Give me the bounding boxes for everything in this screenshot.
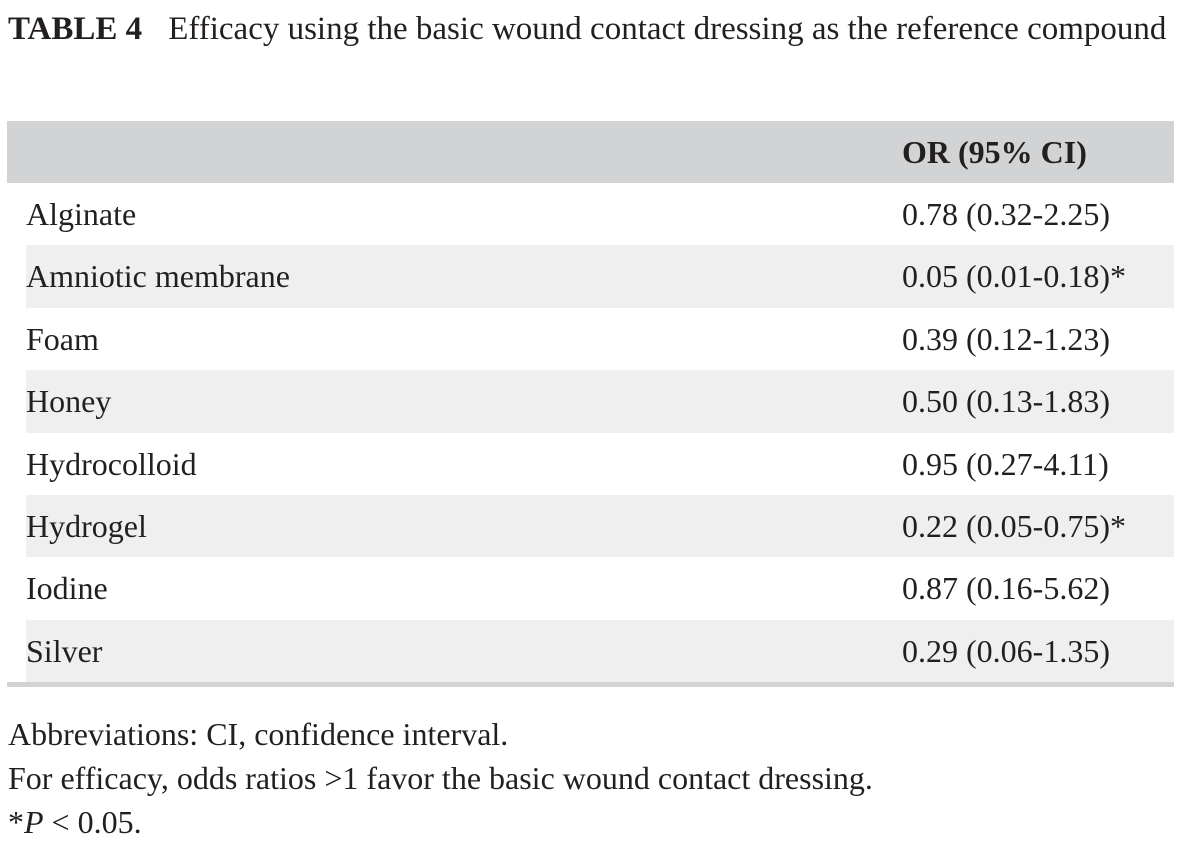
- table-title: Efficacy using the basic wound contact dressing as the reference compound: [168, 11, 1167, 47]
- table-row: [26, 620, 1174, 682]
- table-row: [26, 370, 1174, 432]
- footnote-abbreviations: Abbreviations: CI, confidence interval.: [8, 716, 509, 752]
- row-name: Amniotic membrane: [26, 258, 290, 295]
- header-or-ci: OR (95% CI): [902, 134, 1087, 170]
- row-name: Hydrogel: [26, 507, 147, 544]
- row-value: 0.05 (0.01-0.18)*: [902, 258, 1126, 295]
- row-value: 0.87 (0.16-5.62): [902, 570, 1110, 607]
- row-name: Silver: [26, 632, 103, 669]
- table-bottom-rule: [7, 682, 1174, 687]
- row-value: 0.95 (0.27-4.11): [902, 445, 1109, 482]
- row-value: 0.29 (0.06-1.35): [902, 632, 1110, 669]
- table-row: [7, 308, 1174, 370]
- table-caption: [8, 2, 1176, 56]
- footnote-star: *: [8, 804, 24, 840]
- table-row: [26, 495, 1174, 557]
- efficacy-table: [7, 121, 1174, 687]
- table-row: [7, 557, 1174, 619]
- row-value: 0.39 (0.12-1.23): [902, 320, 1110, 357]
- table-row: [7, 183, 1174, 245]
- row-name: Iodine: [26, 570, 108, 607]
- footnote-significance: [8, 800, 873, 844]
- row-name: Foam: [26, 320, 99, 357]
- table-label: TABLE 4: [8, 11, 143, 47]
- row-value: 0.50 (0.13-1.83): [902, 383, 1110, 420]
- footnote-efficacy: For efficacy, odds ratios >1 favor the basic wound contact dressing.: [8, 760, 873, 796]
- table-row: [26, 245, 1174, 307]
- row-name: Alginate: [26, 196, 137, 232]
- footnote-p: P: [24, 804, 44, 840]
- row-name: Hydrocolloid: [26, 445, 197, 482]
- table-header-row: [7, 121, 1174, 183]
- row-name: Honey: [26, 383, 112, 420]
- footnote-threshold: < 0.05.: [43, 804, 142, 840]
- row-value: 0.22 (0.05-0.75)*: [902, 507, 1126, 544]
- table-footnotes: [8, 712, 873, 844]
- table-row: [7, 433, 1174, 495]
- row-value: 0.78 (0.32-2.25): [902, 196, 1110, 232]
